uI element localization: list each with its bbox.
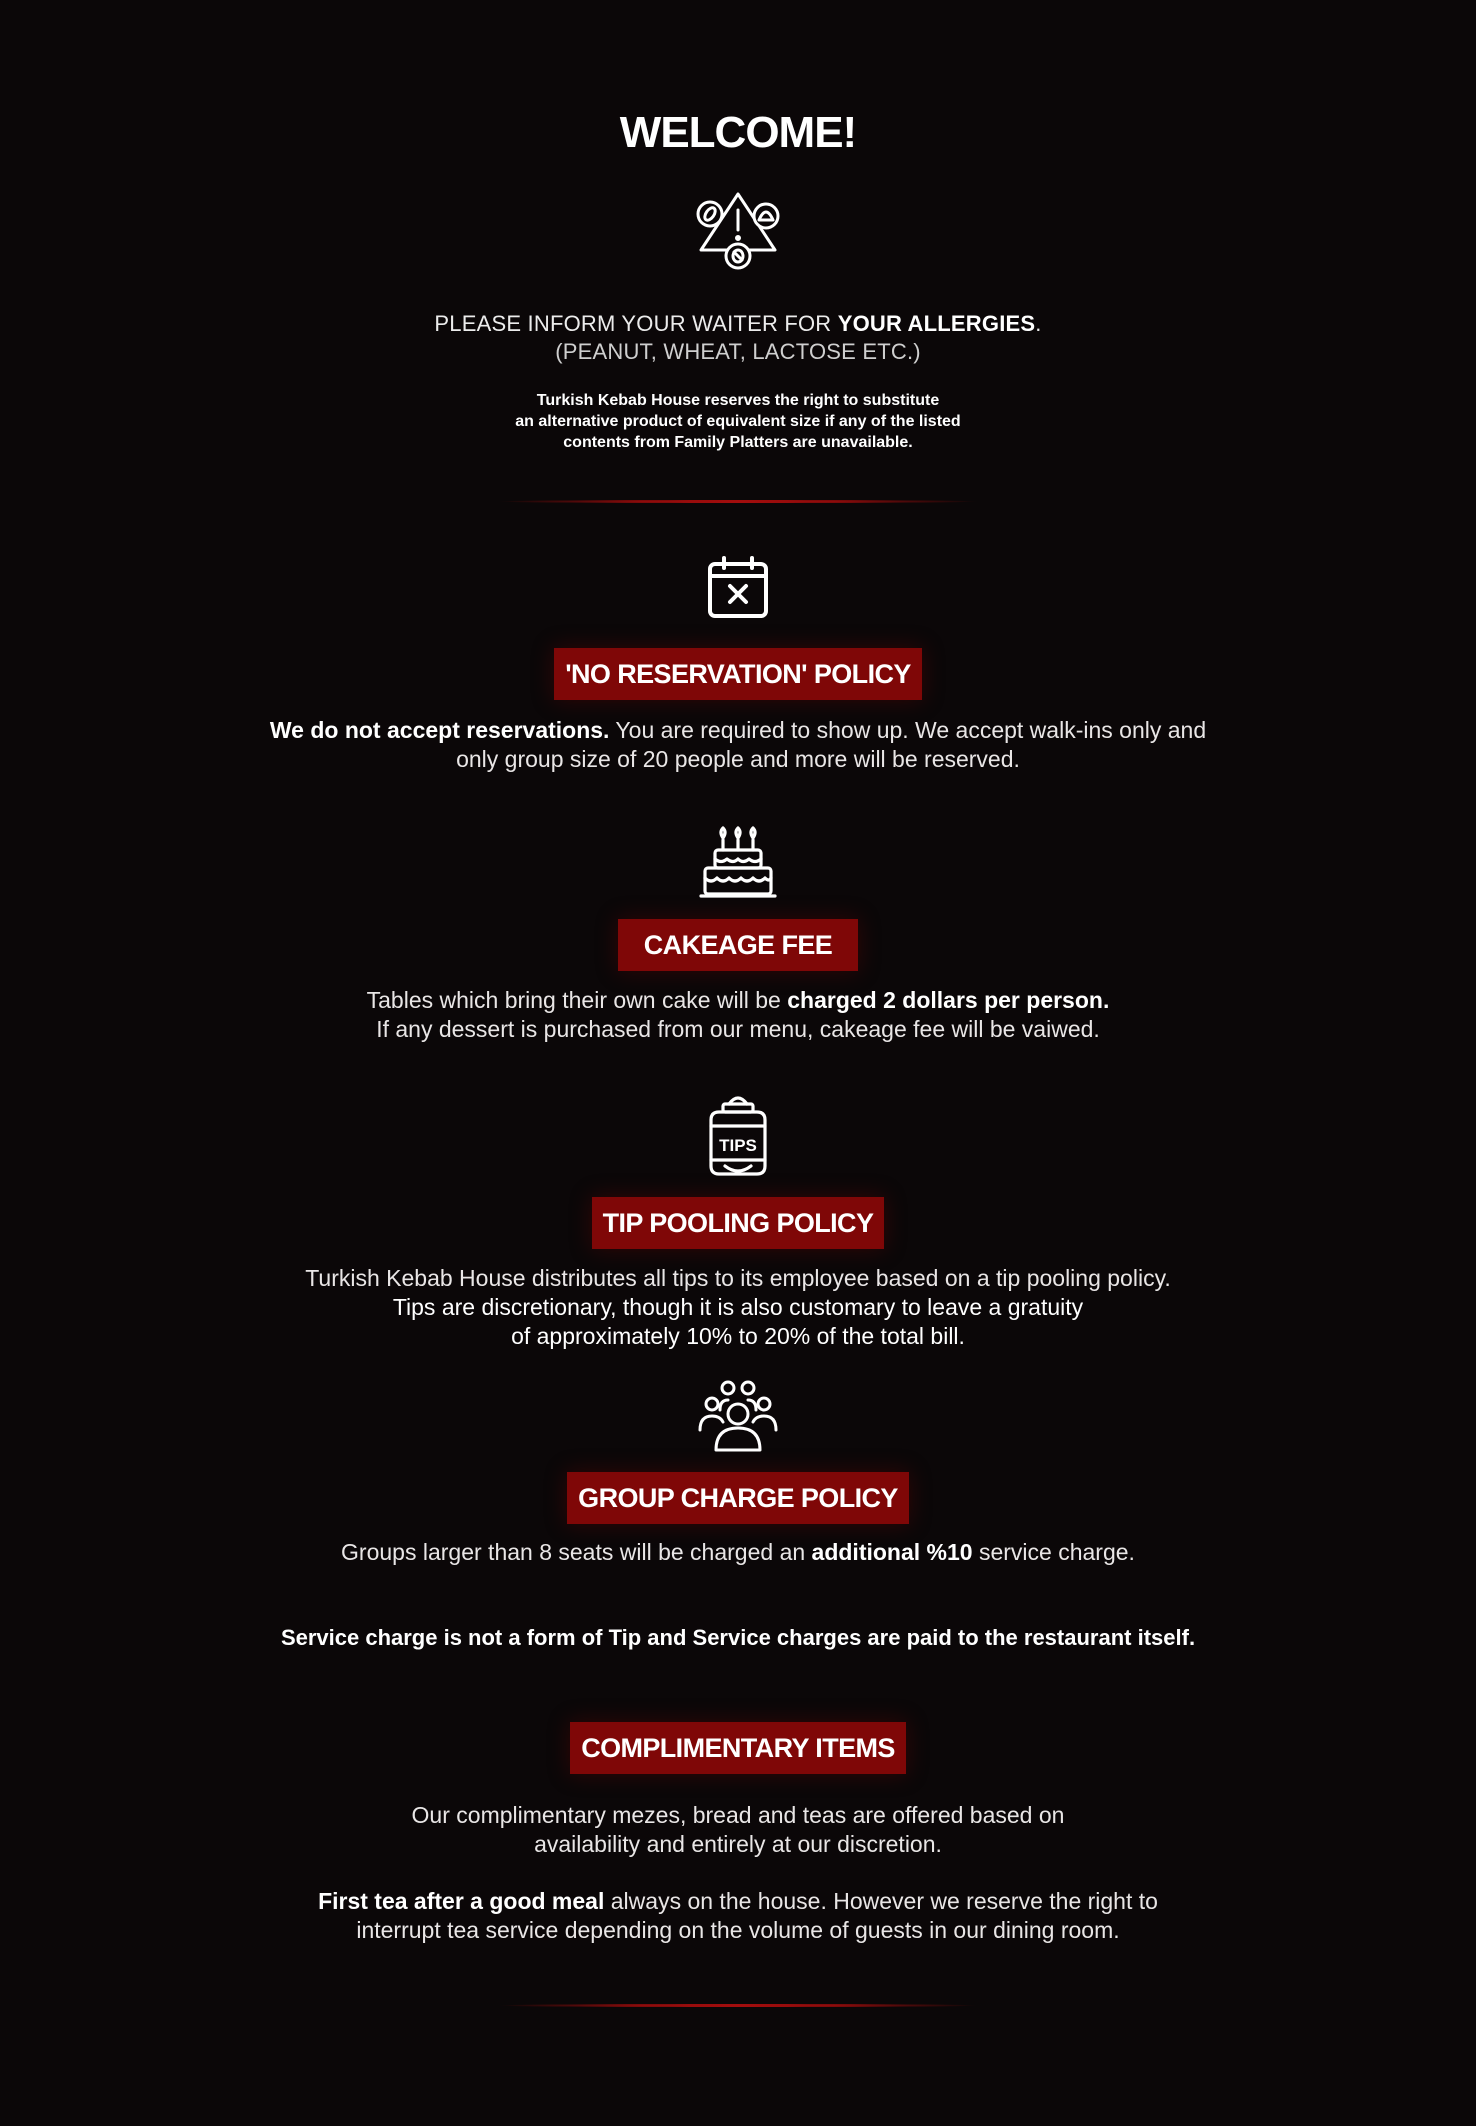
section-divider (498, 2004, 978, 2007)
reservation-line1: You are required to show up. We accept walk-ins only and (609, 717, 1207, 743)
complimentary-line1: Our complimentary mezes, bread and teas are offered based on (411, 1802, 1065, 1828)
complimentary-bold: First tea after a good meal (318, 1888, 605, 1914)
calendar-x-icon (0, 556, 1476, 620)
cakeage-heading-row (0, 919, 1476, 971)
tip-jar-icon (0, 1094, 1476, 1178)
section-divider (498, 500, 978, 503)
reservation-policy-heading: 'NO RESERVATION' POLICY (554, 648, 922, 700)
notice-line: an alternative product of equivalent size if any of the listed (515, 413, 961, 430)
tips-line1: Turkish Kebab House distributes all tips to its employee based on a tip pooling policy. (305, 1265, 1171, 1291)
tip-jar-label: TIPS (719, 1136, 757, 1155)
reservation-heading-row (0, 648, 1476, 700)
tips-line2: Tips are discretionary, though it is also customary to leave a gratuity (392, 1294, 1084, 1320)
complimentary-line2: availability and entirely at our discretion. (534, 1831, 942, 1857)
allergy-notice (0, 310, 1476, 366)
cakeage-bold: charged 2 dollars per person. (787, 987, 1110, 1013)
service-charge-note: Service charge is not a form of Tip and Service charges are paid to the restaurant itself. (280, 1625, 1196, 1650)
reservation-line2: only group size of 20 people and more will be reserved. (456, 746, 1020, 772)
allergy-suffix: . (1035, 311, 1042, 336)
group-line1: Groups larger than 8 seats will be charged an (341, 1539, 812, 1565)
complimentary-text-1 (0, 1801, 1476, 1859)
allergy-warning-icon (0, 190, 1476, 274)
tips-line3: of approximately 10% to 20% of the total bill. (511, 1323, 965, 1349)
group-heading-row (0, 1472, 1476, 1524)
birthday-cake-icon (0, 826, 1476, 900)
notice-line: contents from Family Platters are unavailable. (563, 434, 913, 451)
tip-pooling-heading: TIP POOLING POLICY (592, 1197, 885, 1249)
tip-pooling-text (0, 1264, 1476, 1351)
cakeage-line1: Tables which bring their own cake will be (366, 987, 788, 1013)
group-bold: additional %10 (811, 1539, 973, 1565)
group-charge-text (0, 1538, 1476, 1567)
complimentary-items-heading: COMPLIMENTARY ITEMS (570, 1722, 906, 1774)
complimentary-line3: always on the house. However we reserve the right to (604, 1888, 1158, 1914)
notice-line: Turkish Kebab House reserves the right to substitute (536, 392, 940, 409)
group-line1-suffix: service charge. (972, 1539, 1135, 1565)
group-people-icon (0, 1380, 1476, 1452)
complimentary-heading-row (0, 1722, 1476, 1774)
group-charge-heading: GROUP CHARGE POLICY (567, 1472, 909, 1524)
reservation-bold: We do not accept reservations. (269, 717, 610, 743)
cakeage-fee-text (0, 986, 1476, 1044)
welcome-title: WELCOME! (619, 108, 857, 157)
cakeage-fee-heading: CAKEAGE FEE (618, 919, 858, 971)
complimentary-text-2 (0, 1887, 1476, 1945)
complimentary-line4: interrupt tea service depending on the volume of guests in our dining room. (356, 1917, 1120, 1943)
substitution-notice (0, 390, 1476, 453)
allergy-bold: YOUR ALLERGIES (837, 311, 1036, 336)
cakeage-line2: If any dessert is purchased from our menu, cakeage fee will be vaiwed. (376, 1016, 1100, 1042)
tips-heading-row (0, 1197, 1476, 1249)
allergy-examples: (PEANUT, WHEAT, LACTOSE ETC.) (555, 339, 921, 364)
reservation-policy-text (0, 716, 1476, 774)
allergy-prefix: PLEASE INFORM YOUR WAITER FOR (434, 311, 838, 336)
